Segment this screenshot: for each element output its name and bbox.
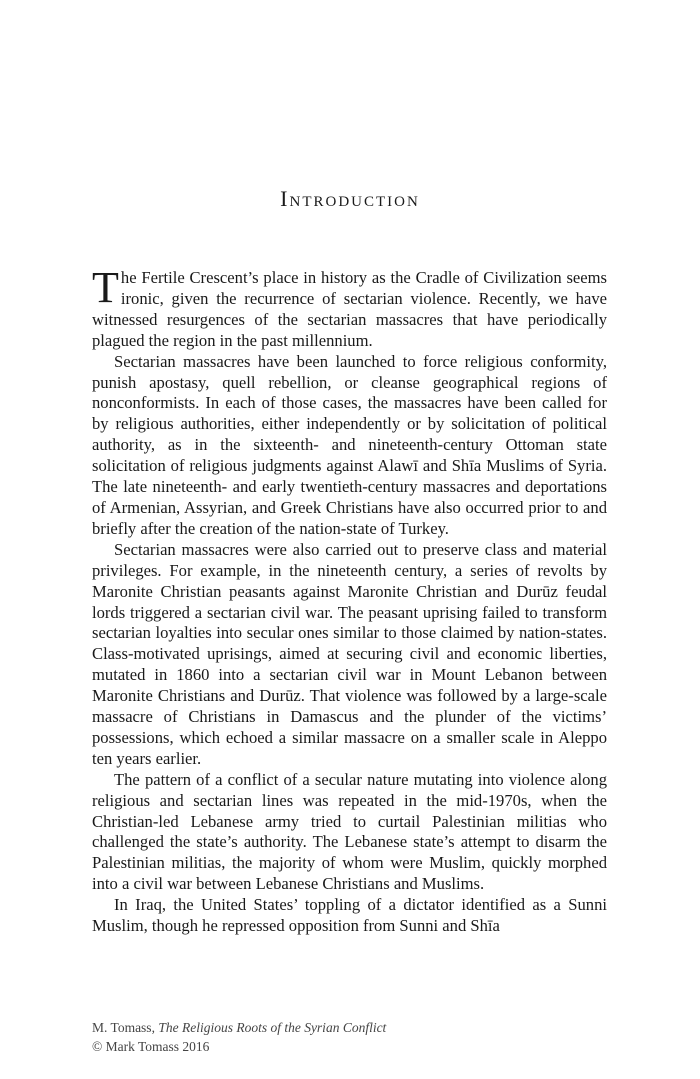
page-footer [92, 1018, 386, 1056]
paragraph-4: The pattern of a conflict of a secular nature mutating into violence along religious and sectarian lines was repeated in the mid-1970s, when the Christian-led Lebanese army tried to curtail Palestinian militias who challenged the state’s authority. The Lebanese state’s attempt to disarm the Palestinian militias, the majority of whom were Muslim, quickly morphed into a civil war between Lebanese Christians and Muslims. [92, 769, 607, 894]
citation-book-title: The Religious Roots of the Syrian Conflict [158, 1020, 387, 1035]
paragraph-5: In Iraq, the United States’ toppling of a dictator identified as a Sunni Muslim, though he repressed opposition from Sunni and Shīa [92, 895, 607, 936]
citation-author: M. Tomass, [92, 1020, 155, 1035]
paragraph-1 [92, 263, 607, 352]
copyright-line: © Mark Tomass 2016 [92, 1039, 210, 1054]
paragraph-2: Sectarian massacres have been launched to force religious conformity, punish apostasy, quell rebellion, or cleanse geographical regions of nonconformists. In each of those cases, the massacres have been called for by religious authorities, either independently or by solicitation of political authority, as in the sixteenth- and nineteenth-century Ottoman state solicitation of religious judgments against Alawī and Shīa Muslims of Syria. The late nineteenth- and early twentieth-century massacres and deportations of Armenian, Assyrian, and Greek Christians have also occurred prior to and briefly after the creation of the nation-state of Turkey. [92, 351, 607, 538]
chapter-title: Introduction [280, 186, 420, 211]
citation-line [92, 1018, 386, 1037]
paragraph-3: Sectarian massacres were also carried out to preserve class and material privileges. For example, in the nineteenth century, a series of revolts by Maronite Christian peasants against Maronite Christian and Durūz feudal lords triggered a sectarian civil war. The peasant uprising failed to transform sectarian loyalties into secular ones similar to those claimed by nation-states. Class-motivated uprisings, aimed at securing civil and economic liberties, mutated in 1860 into a sectarian civil war in Mount Lebanon between Maronite Christians and Durūz. That violence was followed by a large-scale massacre of Christians in Damascus and the plunder of the victims’ possessions, which echoed a similar massacre on a smaller scale in Aleppo ten years earlier. [92, 539, 607, 768]
paragraph-1-text: he Fertile Crescent’s place in history as the Cradle of Civilization seems ironic, given the recurrence of sectarian violence. Recently, we have witnessed resurgences of the sectarian massacres that have periodically plagued the region in the past millennium. [92, 268, 607, 350]
drop-cap: T [92, 263, 119, 312]
body-text [92, 263, 607, 937]
